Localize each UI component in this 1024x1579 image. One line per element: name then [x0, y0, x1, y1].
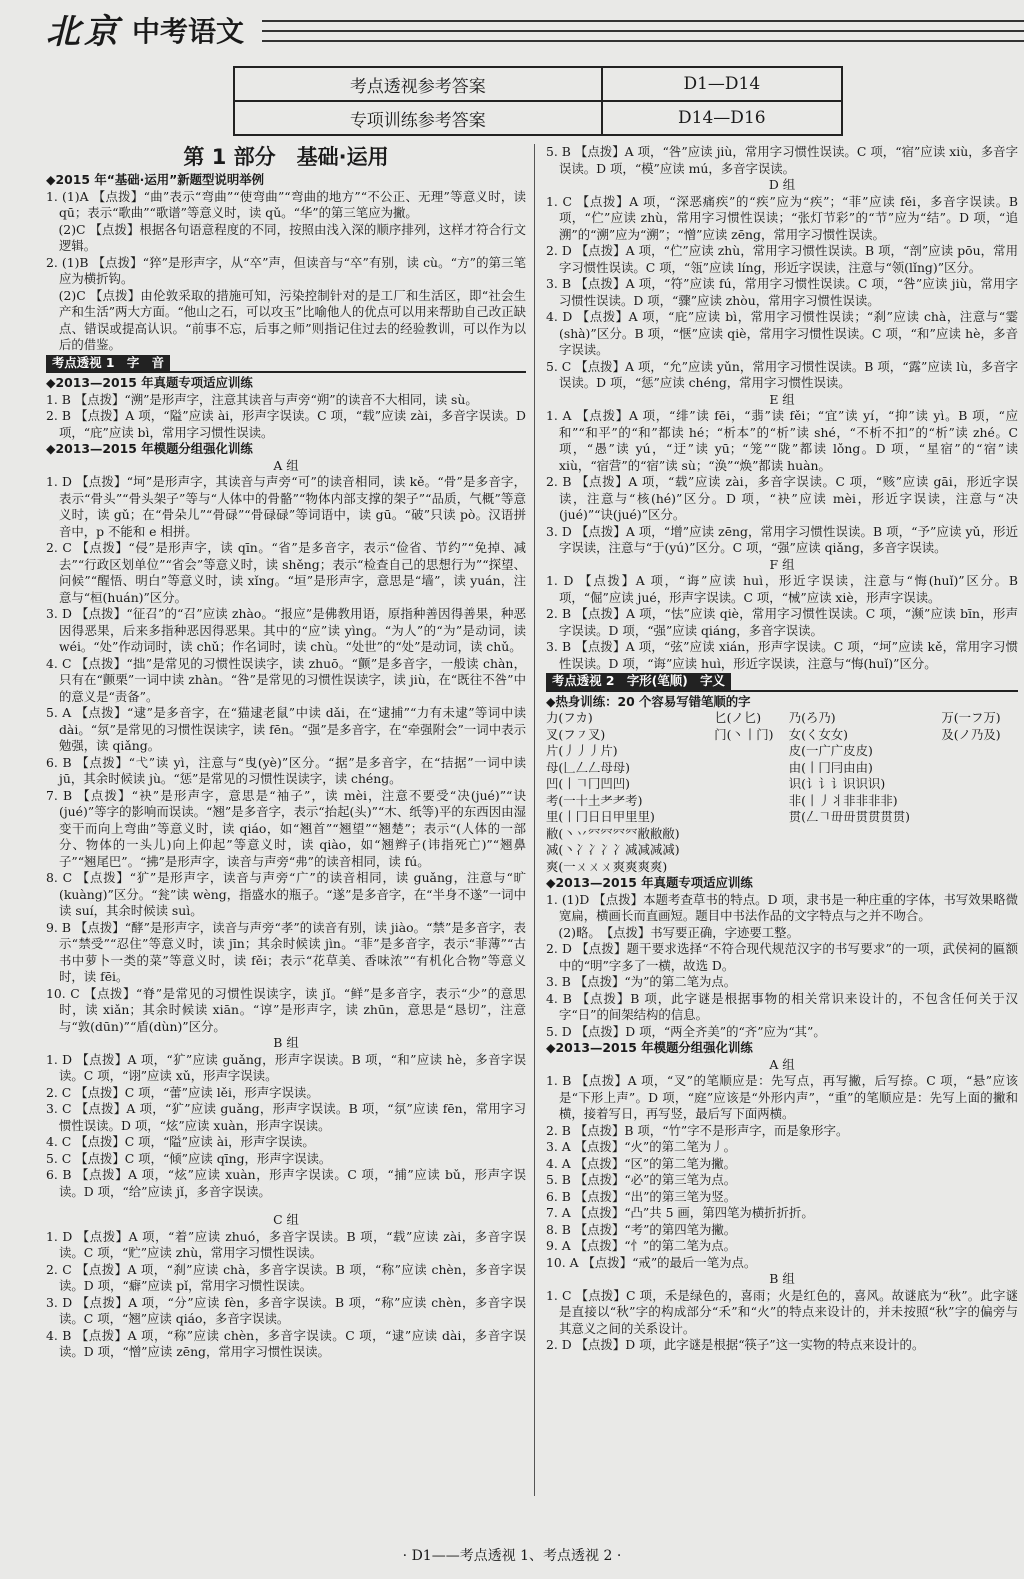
stroke-order-char [941, 743, 1016, 760]
stroke-order-char: 万(一フ万) [941, 710, 1001, 725]
part-title: 第 1 部分 基础·运用 [183, 145, 389, 169]
answer-item: 1. D 【点拨】A 项，“犷”应读 guǎng，形声字误读。B 项，“和”应读 hè，多音字误读。C 项，“诩”应读 xǔ，形声字误读。 [46, 1051, 526, 1083]
stroke-order-char [714, 809, 789, 826]
answer-item: 2. B 【点拨】A 项，“载”应读 zài，多音字误读。C 项，“赅”应读 gāi，形近字误读，注意与“核(hé)”区分。D 项，“袂”应读 mèi，形近字误读，注意与“决(jué)”“诀(jué)”区分。 [546, 474, 1018, 522]
brand-logo: 北京 [46, 12, 122, 52]
stroke-order-char: 门(丶丨门) [714, 726, 774, 742]
stroke-order-char [941, 809, 1016, 826]
answer-list [546, 875, 1018, 1354]
answer-item: 3. D 【点拨】“征召”的“召”应读 zhào。“报应”是佛教用语，原指种善因得善果，种恶因得恶果，后来多指种恶因得恶果。其中的“应”读 yìng。“为人”的“为”是动词，读 wéi。“处”作动词时，读 chǔ；作名词时，读 chù。“处世”的“处”是动词，读 chǔ。 [46, 606, 526, 654]
answer-item: (2)C 【点拨】由伦敦采取的措施可知，污染控制针对的是工厂和生活区，即“社会生产和生活”两大方面。“他山之石，可以攻玉”比喻他人的优点可以用来帮助自己改正缺点、错误或提高认识。“前事不忘，后事之师”则指记住过去的经验教训，可以作为以后的借鉴。 [46, 287, 526, 352]
column-divider [534, 144, 535, 1496]
table-row [234, 67, 842, 101]
stroke-order-char [941, 859, 1016, 876]
section-bar [46, 355, 526, 374]
stroke-order-char [714, 743, 789, 760]
group-heading: B 组 [273, 1035, 299, 1050]
table-row [546, 842, 1016, 859]
stroke-order-char: 皮(一广广皮皮) [788, 743, 873, 758]
section-bar [546, 673, 1018, 692]
stroke-order-char [941, 793, 1016, 810]
answer-item: 3. B 【点拨】A 项，“符”应读 fú，常用字习惯性误读。C 项，“咎”应读 jiù，常用字习惯性误读。D 项，“骤”应读 zhòu，常用字习惯性误读。 [546, 276, 1018, 308]
table-row [546, 727, 1016, 744]
answer-item: (2)略。 【点拨】书写要正确，字迹要工整。 [546, 924, 799, 940]
stroke-order-char: 力(フカ) [546, 710, 593, 725]
answer-item: 2. C 【点拨】A 项，“刹”应读 chà，多音字误读。B 项，“称”应读 chèn，多音字误读。D 项，“癖”应读 pǐ，常用字习惯性误读。 [46, 1261, 526, 1293]
answer-item: 3. D 【点拨】A 项，“增”应读 zēng，常用字习惯性误读。B 项，“予”应读 yǔ，形近字误读，注意与“于(yú)”区分。C 项，“强”应读 qiǎng，多音字误读。 [546, 523, 1018, 555]
page-footer: · D1——考点透视 1、考点透视 2 · [402, 1548, 622, 1564]
stroke-order-char: 爽(一ㄨㄨㄨ爽爽爽爽) [546, 858, 668, 874]
header-rule [262, 20, 1024, 22]
answer-item: 6. B 【点拨】“弋”读 yì，注意与“曳(yè)”区分。“据”是多音字，在“拮据”一词中读 jū，其余时候读 jù。“惩”是常见的习惯性误读字，读 chéng。 [46, 754, 526, 786]
answer-item: 5. C 【点拨】C 项，“倾”应读 qīng，形声字误读。 [46, 1150, 332, 1166]
left-column [46, 144, 526, 1361]
table-row [546, 710, 1016, 727]
right-column [546, 144, 1018, 1354]
group-heading: E 组 [769, 391, 795, 407]
answer-item: 4. A 【点拨】“区”的第二笔为撇。 [546, 1155, 737, 1171]
stroke-order-char: 叉(フ㇇叉) [546, 726, 606, 742]
answer-item: 2. (1)B 【点拨】“猝”是形声字，从“卒”声，但读音与“卒”有别，读 cù。“方”的第三笔应为横折钩。 [46, 254, 526, 286]
stroke-order-char: 识(讠讠讠识识识) [788, 776, 886, 791]
answer-item: 1. (1)D 【点拨】本题考查草书的特点。D 项，隶书是一种庄重的字体，书写效果略微宽扁，横画长而直画短。题目中书法作品的文字特点与之并不吻合。 [546, 891, 1018, 923]
stroke-order-char: 乃(ろ乃) [788, 710, 836, 725]
table-row [546, 743, 1016, 760]
answer-item: 3. C 【点拨】A 项，“犷”应读 guǎng，形声字误读。B 项，“氛”应读 fēn，常用字习惯性误读。D 项，“炫”应读 xuàn，形声字误读。 [46, 1101, 526, 1133]
stroke-order-char: 母(𠃊𠃋𠃋母母) [546, 759, 631, 775]
group-heading: F 组 [769, 556, 795, 572]
series-title: 中考语文 [132, 15, 245, 48]
answer-item: 4. B 【点拨】A 项，“称”应读 chèn，多音字误读。C 项，“逮”应读 dài，多音字误读。D 项，“憎”应读 zēng，常用字习惯性误读。 [46, 1327, 526, 1359]
answer-list [546, 144, 1018, 710]
answer-item: 2. B 【点拨】A 项，“怯”应读 qiè，常用字习惯性误读。C 项，“濒”应读 bīn，形声字误读。D 项，“强”应读 qiáng，多音字误读。 [546, 606, 1018, 638]
answer-item: 10. A 【点拨】“戒”的最后一笔为点。 [546, 1254, 757, 1270]
stroke-order-char [714, 826, 789, 843]
table-row [546, 859, 1016, 876]
answer-item: 1. B 【点拨】A 项，“叉”的笔顺应是：先写点，再写撇，后写捺。C 项，“悬”应该是“下形上声”。D 项，“庭”应该是“外形内声”，“重”的笔顺应是：先写上面的撇和横，接着写日，再写竖，最后写下面两横。 [546, 1073, 1018, 1121]
answer-pages: D1—D14 [602, 67, 842, 101]
stroke-order-char [941, 842, 1016, 859]
stroke-order-char [941, 776, 1016, 793]
answer-item: 9. B 【点拨】“酵”是形声字，读音与声旁“孝”的读音有别，读 jiào。“禁”是多音字，表示“禁受”“忍住”等意义时，读 jīn；其余时候读 jìn。“菲”是多音字，表示“菲薄”“古书中萝卜一类的菜”等意义时，读 fěi；表示“花草美、香味浓”“有机化合物”等意义时，读 fēi。 [46, 919, 526, 984]
stroke-order-table [546, 710, 1016, 875]
header-rule [262, 30, 1024, 32]
answer-item: 6. B 【点拨】A 项，“炫”应读 xuàn，形声字误读。C 项，“捕”应读 bǔ，形声字误读。D 项，“给”应读 jǐ，多音字误读。 [46, 1167, 526, 1199]
table-row [546, 776, 1016, 793]
answer-item: 8. C 【点拨】“犷”是形声字，读音与声旁“广”的读音相同，读 guǎng，注意与“旷(kuàng)”区分。“瓮”读 wèng，指盛水的瓶子。“遂”是多音字，在“半身不遂”一词中读 suí，其余时候读 suì。 [46, 870, 526, 918]
answer-item: 1. C 【点拨】C 项，禾是绿色的，喜雨；火是红色的，喜风。故谜底为“秋”。此字谜是直接以“秋”字的构成部分“禾”和“火”的特点来设计的，并未按照“秋”字的偏旁与其意义之间的关系设计。 [546, 1287, 1018, 1336]
answer-item: 2. B 【点拨】B 项，“竹”字不是形声字，而是象形字。 [546, 1122, 849, 1138]
table-row [234, 101, 842, 135]
answer-pages: D14—D16 [602, 101, 842, 135]
group-heading: C 组 [273, 1212, 299, 1227]
answer-item: 1. B 【点拨】“溯”是形声字，注意其读音与声旁“朔”的读音不大相同，读 sù。 [46, 391, 478, 407]
stroke-order-char: 敝(丶丷㓁㓁㓁㓁敝敝敝) [546, 825, 680, 841]
answer-item: 7. A 【点拨】“凸”共 5 画，第四笔为横折折折。 [546, 1205, 814, 1220]
stroke-order-char: 非(丨丿丬非非非非) [788, 792, 898, 808]
table-row [546, 809, 1016, 826]
subsection-heading: ◆2013—2015 年模题分组强化训练 [46, 441, 253, 456]
answer-item: 3. B 【点拨】“为”的第二笔为点。 [546, 974, 737, 989]
subsection-heading: ◆2015 年“基础·运用”新题型说明举例 [46, 172, 265, 187]
stroke-order-char: 女(く女女) [788, 726, 849, 742]
answer-item: 1. D 【点拨】A 项，“着”应读 zhuó，多音字误读。B 项，“载”应读 zài，多音字误读。C 项，“贮”应读 zhù，常用字习惯性误读。 [46, 1228, 526, 1260]
answer-item: 10. C 【点拨】“脊”是常见的习惯性误读字，读 jǐ。“鲜”是多音字，表示“少”的意思时，读 xiǎn；其余时候读 xiān。“谆”是形声字，读 zhūn，意思是“恳切”，注意与“敦(dūn)”“盾(dùn)”区分。 [46, 985, 526, 1034]
stroke-order-char [789, 826, 942, 843]
answer-item: 5. B 【点拨】“必”的第三笔为点。 [546, 1172, 737, 1187]
answer-item: 3. B 【点拨】A 项，“弦”应读 xián，形声字误读。C 项，“坷”应读 kě，常用字习惯性误读。D 项，“诲”应读 huì，形近字误读，注意与“悔(huǐ)”区分。 [546, 639, 1018, 671]
table-row [546, 793, 1016, 810]
subsection-heading: ◆2013—2015 年模题分组强化训练 [546, 1040, 753, 1055]
subsection-heading: ◆2013—2015 年真题专项适应训练 [546, 875, 753, 890]
answer-item: 1. A 【点拨】A 项，“绯”读 fēi，“翡”读 fěi；“宜”读 yí，“抑”读 yì。B 项，“应和”“和平”的“和”都读 hé；“析本”的“析”读 shé，“不析不扣”的“析”读 zhé。C 项，“愚”读 yú，“迂”读 yū；“笼”“陇”都读 lǒng。D 项，“星宿”的“宿”读 xiù，“宿营”的“宿”读 sù；“涣”“焕”都读 huàn。 [546, 408, 1018, 473]
stroke-order-char [789, 859, 942, 876]
answer-list [46, 172, 526, 1361]
stroke-order-char: 考(一十土耂耂考) [546, 792, 643, 808]
table-row [546, 760, 1016, 777]
spacer [46, 1200, 526, 1212]
answer-item: 2. C 【点拨】C 项，“蕾”应读 lěi，形声字误读。 [46, 1084, 319, 1100]
answer-item: 4. B 【点拨】B 项，此字谜是根据事物的相关常识来设计的，不包含任何关于汉字“日”的间架结构的信息。 [546, 990, 1018, 1022]
answer-item: 6. B 【点拨】“出”的第三笔为竖。 [546, 1188, 737, 1204]
stroke-order-char: 凹(丨𠃍冂凹凹) [546, 776, 631, 791]
section-heading: 考点透视 1 字 音 [46, 355, 170, 372]
answer-item: 5. C 【点拨】A 项，“允”应读 yǔn，常用字习惯性误读。B 项，“露”应读 lù，多音字误读。D 项，“惩”应读 chéng，常用字习惯性误读。 [546, 358, 1018, 390]
group-heading: A 组 [769, 1056, 795, 1072]
answer-item: 4. C 【点拨】“拙”是常见的习惯性误读字，读 zhuō。“颤”是多音字，一般读 chàn，只有在“颤栗”一词中读 zhàn。“咎”是常见的习惯性误读字，读 jiù，在“既往不咎”中的意义是“责备”。 [46, 655, 526, 704]
answer-item: 1. (1)A 【点拨】“曲”表示“弯曲”“使弯曲”“弯曲的地方”“不公正、无理”等意义时，读 qū；表示“歌曲”“歌谱”等意义时，读 qǔ。“华”的第三笔应为撇。 [46, 188, 526, 220]
stroke-order-char [941, 760, 1016, 777]
header-rule [262, 40, 1024, 42]
answer-item: 3. A 【点拨】“火”的第二笔为丿。 [546, 1139, 737, 1154]
answer-item: 1. C 【点拨】A 项，“深恶痛疾”的“疾”应为“疾”；“菲”应读 fěi，多音字误读。B 项，“伫”应读 zhù，常用字习惯性误读；“张灯节彩”的“节”应为“结”。D 项，“追溯”的“溯”应为“溯”；“憎”应读 zēng，常用字习惯性误读。 [546, 193, 1018, 242]
answer-item: (2)C 【点拨】根据各句语意程度的不同，按照由浅入深的顺序排列，这样才符合行文逻辑。 [46, 221, 526, 253]
answer-item: 2. D 【点拨】题干要求选择“不符合现代规范汉字的书写要求”的一项，武侯祠的匾额中的“明”字多了一横，故选 D。 [546, 941, 1018, 973]
answer-label: 考点透视参考答案 [234, 67, 602, 101]
answer-item: 1. D 【点拨】“坷”是形声字，其读音与声旁“可”的读音相同，读 kě。“骨”是多音字，表示“骨头”“骨头架子”等与“人体中的骨骼”“物体内部支撑的架子”“品质，气概”等意义时，读 gǔ；在“骨朵儿”“骨碌”“骨碌碌”等词语中，读 gū。“破”只读 pò。汉语拼音中，p 不能和 e 相拼。 [46, 474, 526, 539]
answer-item: 5. D 【点拨】D 项，“两全齐美”的“齐”应为“其”。 [546, 1023, 826, 1039]
answer-item: 7. B 【点拨】“袂”是形声字，意思是“袖子”，读 mèi，注意不要受“决(jué)”“诀(jué)”等字的影响而误读。“翘”是多音字，表示“抬起(头)”“木、纸等)平的东西因由湿变干而向上弯曲”等意义时，读 qiáo，如“翘首”“翘望”“翘楚”；表示“(人体的一部分、物体的一头儿)向上仰起”等意义时，读 qiào，如“翘辫子(讳指死亡)”“翘鼻子”“翘尾巴”。“拂”是形声字，读音与声旁“弗”的读音相同，读 fú。 [46, 787, 526, 869]
answer-item: 2. D 【点拨】A 项，“伫”应读 zhù，常用字习惯性误读。B 项，“剖”应读 pōu，常用字习惯性误读。C 项，“瓴”应读 líng，形近字误读，注意与“领(lǐng)”区分。 [546, 243, 1018, 275]
group-heading: A 组 [273, 457, 299, 473]
stroke-order-char [714, 842, 789, 859]
stroke-order-char: 匕(ノ匕) [714, 710, 762, 725]
subsection-heading: ◆2013—2015 年真题专项适应训练 [46, 375, 253, 390]
stroke-order-char: 贯(𠃋𠃍毌毌贯贯贯贯) [788, 809, 910, 824]
answer-label: 专项训练参考答案 [234, 101, 602, 135]
answer-item: 5. B 【点拨】A 项，“咎”应读 jiù，常用字习惯性误读。C 项，“宿”应读 xiù，多音字误读。D 项，“模”应读 mú，多音字误读。 [546, 144, 1018, 176]
answer-item: 8. B 【点拨】“考”的第四笔为撇。 [546, 1221, 737, 1237]
stroke-order-char [941, 826, 1016, 843]
answer-item: 1. D 【点拨】A 项，“诲”应读 huì，形近字误读，注意与“悔(huǐ)”区分。B 项，“倔”应读 jué，形声字误读。C 项，“械”应读 xiè，形声字误读。 [546, 573, 1018, 605]
answer-item: 3. D 【点拨】A 项，“分”应读 fèn，多音字误读。B 项，“称”应读 chèn，多音字误读。C 项，“翘”应读 qiáo，多音字误读。 [46, 1294, 526, 1326]
stroke-order-char: 减(丶冫冫冫冫减减减减) [546, 842, 680, 857]
table-row [546, 826, 1016, 843]
answer-item: 5. A 【点拨】“逮”是多音字，在“猫逮老鼠”中读 dǎi，在“逮捕”“力有未逮”等词中读 dài。“氛”是常见的习惯性误读字，读 fēn。“强”是多音字，在“牵强附会”一词中表示勉强，读 qiǎng。 [46, 705, 526, 753]
answer-item: 4. D 【点拨】A 项，“庇”应读 bì，常用字习惯性误读；“刹”应读 chà，注意与“霎(shà)”区分。B 项，“惬”应读 qiè，常用字习惯性误读。C 项，“和”应读 hè，多音字误读。 [546, 309, 1018, 357]
page-header [40, 4, 1024, 50]
stroke-order-char [714, 760, 789, 777]
stroke-order-char [714, 776, 789, 793]
answer-item: 2. D 【点拨】D 项，此字谜是根据“筷子”这一实物的特点来设计的。 [546, 1337, 925, 1352]
stroke-order-char [789, 842, 942, 859]
group-heading: B 组 [769, 1271, 795, 1286]
stroke-order-char: 里(丨冂日日甲里里) [546, 809, 655, 824]
subsection-heading: ◆热身训练：20 个容易写错笔顺的字 [546, 693, 751, 709]
answer-index-table [233, 66, 843, 136]
answer-item: 2. C 【点拨】“侵”是形声字，读 qīn。“省”是多音字，表示“俭省、节约”“免掉、减去”“行政区划单位”“省会”等意义时，读 shěng；表示“检查自己的思想行为”“探望、问候”“醒悟、明白”等意义时，读 xǐng。“垣”是形声字，意思是“墙”，读 yuán，注意与“桓(huán)”区分。 [46, 540, 526, 605]
answer-item: 4. C 【点拨】C 项，“隘”应读 ài，形声字误读。 [46, 1134, 315, 1149]
stroke-order-char [714, 859, 789, 876]
section-heading: 考点透视 2 字形(笔顺) 字义 [546, 673, 731, 690]
stroke-order-char: 及(ノ乃及) [941, 726, 1001, 742]
stroke-order-char: 片(丿丿丿片) [546, 743, 618, 758]
answer-item: 9. A 【点拨】“忄”的第二笔为点。 [546, 1238, 737, 1253]
stroke-order-char [714, 793, 789, 810]
answer-item: 2. B 【点拨】A 项，“隘”应读 ài，形声字误读。C 项，“载”应读 zài，多音字误读。D 项，“庇”应读 bì，常用字习惯性误读。 [46, 408, 526, 440]
group-heading: D 组 [768, 177, 796, 192]
stroke-order-char: 由(丨冂冃由由) [788, 759, 873, 775]
